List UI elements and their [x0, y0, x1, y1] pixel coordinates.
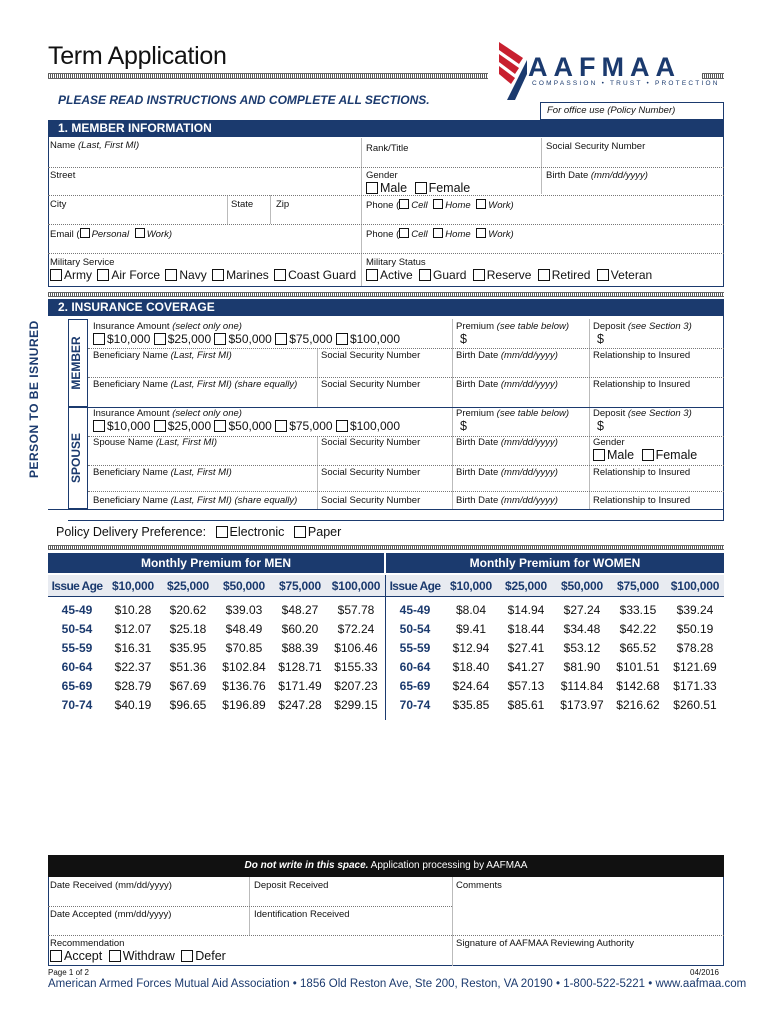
- premium-cell: $16.31: [114, 641, 152, 655]
- premium-cell: $53.12: [563, 641, 601, 655]
- paper-checkbox[interactable]: [294, 526, 306, 538]
- issue-age-cell: 70-74: [399, 698, 431, 712]
- home-2-checkbox[interactable]: [433, 228, 443, 238]
- premium-cell: $27.41: [507, 641, 545, 655]
- premium-cell: $28.79: [114, 679, 152, 693]
- brand-tagline: COMPASSION • TRUST • PROTECTION: [532, 80, 720, 87]
- spouse-10k-checkbox[interactable]: [93, 420, 105, 432]
- female-label: Female: [428, 181, 471, 195]
- premium-cell: $72.24: [337, 622, 375, 636]
- premium-cell: $106.46: [334, 641, 378, 655]
- reserve-checkbox[interactable]: [473, 269, 485, 281]
- recommendation-options: Accept Withdraw Defer: [50, 949, 226, 963]
- premium-cell: $247.28: [278, 698, 322, 712]
- member-name-field[interactable]: [50, 152, 358, 166]
- men-table-title: Monthly Premium for MEN: [48, 553, 384, 573]
- spouse-male-checkbox[interactable]: [593, 449, 605, 461]
- id-received-label: Identification Received: [254, 909, 350, 920]
- spouse-amount-options: $10,000 $25,000 $50,000 $75,000 $100,000: [93, 419, 400, 433]
- column-header: $10,000: [112, 579, 154, 593]
- cell-2-checkbox[interactable]: [399, 228, 409, 238]
- zip-label: Zip: [276, 199, 290, 210]
- active-checkbox[interactable]: [366, 269, 378, 281]
- recommendation-label: Recommendation: [50, 938, 125, 949]
- beneficiary-2-ssn-label: Social Security Number: [321, 379, 421, 390]
- work-checkbox[interactable]: [476, 199, 486, 209]
- premium-cell: $57.78: [337, 603, 375, 617]
- premium-cell: $35.95: [169, 641, 207, 655]
- member-premium-dollar[interactable]: $: [460, 332, 467, 346]
- premium-cell: $70.85: [225, 641, 263, 655]
- premium-cell: $34.48: [563, 622, 601, 636]
- column-header: $25,000: [505, 579, 547, 593]
- premium-cell: $85.61: [507, 698, 545, 712]
- premium-cell: $51.36: [169, 660, 207, 674]
- spouse-female-checkbox[interactable]: [642, 449, 654, 461]
- column-header: $25,000: [167, 579, 209, 593]
- person-insured-label: PERSON TO BE ISNURED: [27, 320, 41, 478]
- member-50k-checkbox[interactable]: [214, 333, 226, 345]
- rank-label: Rank/Title: [366, 143, 409, 154]
- spouse-tab: SPOUSE: [69, 433, 83, 484]
- spouse-amount-label: Insurance Amount (select only one): [93, 408, 242, 419]
- premium-cell: $114.84: [560, 679, 604, 693]
- premium-cell: $48.49: [225, 622, 263, 636]
- premium-cell: $260.51: [673, 698, 717, 712]
- premium-cell: $96.65: [169, 698, 207, 712]
- premium-cell: $121.69: [673, 660, 717, 674]
- spouse-deposit-label: Deposit (see Section 3): [593, 408, 692, 419]
- army-checkbox[interactable]: [50, 269, 62, 281]
- premium-cell: $88.39: [281, 641, 319, 655]
- comments-label: Comments: [456, 880, 502, 891]
- member-amount-label: Insurance Amount (select only one): [93, 321, 242, 332]
- issue-age-cell: 70-74: [61, 698, 93, 712]
- premium-cell: $67.69: [169, 679, 207, 693]
- column-header: $100,000: [331, 579, 381, 593]
- premium-cell: $102.84: [222, 660, 266, 674]
- delivery-label: Policy Delivery Preference:: [56, 525, 207, 539]
- premium-cell: $22.37: [114, 660, 152, 674]
- coast-guard-checkbox[interactable]: [274, 269, 286, 281]
- guard-label: Guard: [433, 268, 467, 282]
- air-force-checkbox[interactable]: [97, 269, 109, 281]
- issue-age-cell: 65-69: [399, 679, 431, 693]
- premium-cell: $171.49: [278, 679, 322, 693]
- spouse-ssn-label: Social Security Number: [321, 437, 421, 448]
- deposit-received-label: Deposit Received: [254, 880, 329, 891]
- spouse-beneficiary-1-label: Beneficiary Name (Last, First MI): [93, 467, 232, 478]
- issue-age-cell: 60-64: [61, 660, 93, 674]
- beneficiary-1-label: Beneficiary Name (Last, First MI): [93, 350, 232, 361]
- state-label: State: [231, 199, 254, 210]
- men-table-header: [48, 579, 384, 597]
- premium-cell: $35.85: [452, 698, 490, 712]
- premium-cell: $142.68: [616, 679, 660, 693]
- premium-cell: $128.71: [278, 660, 322, 674]
- spouse-75k-checkbox[interactable]: [275, 420, 287, 432]
- military-status-options: [366, 268, 652, 282]
- issue-age-cell: 55-59: [399, 641, 431, 655]
- phone-2-label: Phone ( Cell Home Work): [366, 229, 514, 240]
- member-birth-label: Birth Date (mm/dd/yyyy): [546, 170, 648, 181]
- spouse-beneficiary-1-birth-label: Birth Date (mm/dd/yyyy): [456, 467, 558, 478]
- personal-checkbox[interactable]: [80, 228, 90, 238]
- active-label: Active: [380, 268, 413, 282]
- guard-checkbox[interactable]: [419, 269, 431, 281]
- premium-cell: $25.18: [169, 622, 207, 636]
- premium-cell: $48.27: [281, 603, 319, 617]
- premium-cell: $10.28: [114, 603, 152, 617]
- issue-age-cell: 45-49: [399, 603, 431, 617]
- column-header: Issue Age: [389, 579, 441, 593]
- coverage-heading: 2. INSURANCE COVERAGE: [48, 299, 724, 316]
- navy-checkbox[interactable]: [165, 269, 177, 281]
- premium-cell: $12.07: [114, 622, 152, 636]
- form-date: 04/2016: [690, 968, 719, 977]
- premium-cell: $101.51: [616, 660, 660, 674]
- spouse-25k-checkbox[interactable]: [154, 420, 166, 432]
- premium-cell: $216.62: [616, 698, 660, 712]
- spouse-50k-checkbox[interactable]: [214, 420, 226, 432]
- work-2-checkbox[interactable]: [476, 228, 486, 238]
- page-title: Term Application: [48, 42, 227, 70]
- member-name-label: Name (Last, First MI): [50, 140, 140, 151]
- women-table-header: [386, 579, 724, 597]
- premium-cell: $196.89: [222, 698, 266, 712]
- electronic-checkbox[interactable]: [216, 526, 228, 538]
- spouse-name-label: Spouse Name (Last, First MI): [93, 437, 218, 448]
- spouse-100k-checkbox[interactable]: [336, 420, 348, 432]
- military-status-label: Military Status: [366, 257, 426, 268]
- member-ssn-label: Social Security Number: [546, 141, 646, 152]
- table-divider: [48, 545, 724, 550]
- beneficiary-2-label: Beneficiary Name (Last, First MI) (share equally): [93, 379, 298, 390]
- home-checkbox[interactable]: [433, 199, 443, 209]
- spouse-beneficiary-2-label: Beneficiary Name (Last, First MI) (share equally): [93, 495, 298, 506]
- beneficiary-1-ssn-label: Social Security Number: [321, 350, 421, 361]
- premium-cell: $18.40: [452, 660, 490, 674]
- member-premium-label: Premium (see table below): [456, 321, 570, 332]
- premium-cell: $20.62: [169, 603, 207, 617]
- section-divider: [48, 292, 724, 297]
- spouse-beneficiary-2-relationship-label: Relationship to Insured: [593, 495, 691, 506]
- member-deposit-dollar[interactable]: $: [597, 332, 604, 346]
- veteran-label: Veteran: [610, 268, 653, 282]
- spouse-beneficiary-2-birth-label: Birth Date (mm/dd/yyyy): [456, 495, 558, 506]
- premium-cell: $33.15: [619, 603, 657, 617]
- office-use-label: For office use (Policy Number): [547, 105, 676, 116]
- marines-label: Marines: [226, 268, 269, 282]
- column-header: $50,000: [223, 579, 265, 593]
- premium-cell: $40.19: [114, 698, 152, 712]
- defer-checkbox[interactable]: [181, 950, 193, 962]
- gender-label: Gender: [366, 170, 398, 181]
- premium-cell: $27.24: [563, 603, 601, 617]
- delivery-preference: [56, 525, 341, 539]
- spouse-premium-label: Premium (see table below): [456, 408, 570, 419]
- spouse-birth-label: Birth Date (mm/dd/yyyy): [456, 437, 558, 448]
- office-heading: Do not write in this space. Application processing by AAFMAA: [48, 855, 724, 877]
- brand-name: AAFMAA: [528, 52, 681, 82]
- member-10k-checkbox[interactable]: [93, 333, 105, 345]
- member-tab: MEMBER: [69, 336, 83, 390]
- premium-cell: $50.19: [676, 622, 714, 636]
- page-number: Page 1 of 2: [48, 968, 89, 977]
- withdraw-checkbox[interactable]: [109, 950, 121, 962]
- beneficiary-1-birth-label: Birth Date (mm/dd/yyyy): [456, 350, 558, 361]
- issue-age-cell: 50-54: [399, 622, 431, 636]
- member-info-heading: 1. MEMBER INFORMATION: [48, 120, 724, 137]
- premium-cell: $299.15: [334, 698, 378, 712]
- marines-checkbox[interactable]: [212, 269, 224, 281]
- spouse-premium-dollar[interactable]: $: [460, 419, 467, 433]
- signature-label: Signature of AAFMAA Reviewing Authority: [456, 938, 634, 949]
- premium-cell: $24.64: [452, 679, 490, 693]
- beneficiary-1-relationship-label: Relationship to Insured: [593, 350, 691, 361]
- street-label: Street: [50, 170, 76, 181]
- member-25k-checkbox[interactable]: [154, 333, 166, 345]
- issue-age-cell: 65-69: [61, 679, 93, 693]
- reserve-label: Reserve: [486, 268, 532, 282]
- spouse-beneficiary-1-relationship-label: Relationship to Insured: [593, 467, 691, 478]
- accept-checkbox[interactable]: [50, 950, 62, 962]
- veteran-checkbox[interactable]: [597, 269, 609, 281]
- coast-guard-label: Coast Guard: [288, 268, 357, 282]
- spouse-beneficiary-2-ssn-label: Social Security Number: [321, 495, 421, 506]
- issue-age-cell: 55-59: [61, 641, 93, 655]
- issue-age-cell: 60-64: [399, 660, 431, 674]
- column-header: $100,000: [670, 579, 720, 593]
- male-checkbox[interactable]: [366, 182, 378, 194]
- email-label: Email ( Personal Work): [50, 229, 173, 240]
- military-service-options: [50, 268, 356, 282]
- member-amount-options: $10,000 $25,000 $50,000 $75,000 $100,000: [93, 332, 400, 346]
- premium-cell: $39.03: [225, 603, 263, 617]
- male-label: Male: [380, 181, 408, 195]
- office-use-box[interactable]: [540, 102, 724, 120]
- gender-options: [366, 181, 470, 195]
- column-header: $75,000: [617, 579, 659, 593]
- beneficiary-2-birth-label: Birth Date (mm/dd/yyyy): [456, 379, 558, 390]
- premium-cell: $14.94: [507, 603, 545, 617]
- member-deposit-label: Deposit (see Section 3): [593, 321, 692, 332]
- footer-address: American Armed Forces Mutual Aid Association • 1856 Old Reston Ave, Ste 200, Reston, VA 20190 • 1-800-522-5221 • www.aafmaa.com: [48, 978, 747, 990]
- premium-cell: $8.04: [455, 603, 487, 617]
- issue-age-cell: 45-49: [61, 603, 93, 617]
- date-received-label: Date Received (mm/dd/yyyy): [50, 880, 172, 891]
- header-rule: [48, 73, 488, 79]
- premium-cell: $42.22: [619, 622, 657, 636]
- premium-cell: $18.44: [507, 622, 545, 636]
- paper-label: Paper: [307, 525, 342, 539]
- instructions: PLEASE READ INSTRUCTIONS AND COMPLETE ALL SECTIONS.: [58, 93, 430, 107]
- header-rule-right: [702, 73, 724, 79]
- spouse-beneficiary-1-ssn-label: Social Security Number: [321, 467, 421, 478]
- retired-checkbox[interactable]: [538, 269, 550, 281]
- premium-cell: $57.13: [507, 679, 545, 693]
- premium-cell: $12.94: [452, 641, 490, 655]
- premium-cell: $173.97: [560, 698, 604, 712]
- military-service-label: Military Service: [50, 257, 115, 268]
- column-header: $50,000: [561, 579, 603, 593]
- female-checkbox[interactable]: [415, 182, 427, 194]
- premium-cell: $136.76: [222, 679, 266, 693]
- electronic-label: Electronic: [229, 525, 285, 539]
- premium-cell: $171.33: [673, 679, 717, 693]
- member-75k-checkbox[interactable]: [275, 333, 287, 345]
- beneficiary-2-relationship-label: Relationship to Insured: [593, 379, 691, 390]
- army-label: Army: [64, 268, 92, 282]
- column-header: Issue Age: [51, 579, 103, 593]
- premium-cell: $78.28: [676, 641, 714, 655]
- phone-1-label: Phone ( Cell Home Work): [366, 200, 514, 211]
- premium-cell: $155.33: [334, 660, 378, 674]
- premium-cell: $60.20: [281, 622, 319, 636]
- premium-cell: $81.90: [563, 660, 601, 674]
- column-header: $10,000: [450, 579, 492, 593]
- spouse-gender-label: Gender: [593, 437, 625, 448]
- navy-label: Navy: [179, 268, 207, 282]
- women-table-title: Monthly Premium for WOMEN: [386, 553, 724, 573]
- premium-cell: $41.27: [507, 660, 545, 674]
- spouse-deposit-dollar[interactable]: $: [597, 419, 604, 433]
- cell-checkbox[interactable]: [399, 199, 409, 209]
- issue-age-cell: 50-54: [61, 622, 93, 636]
- premium-cell: $9.41: [455, 622, 487, 636]
- email-work-checkbox[interactable]: [135, 228, 145, 238]
- air-force-label: Air Force: [111, 268, 161, 282]
- member-100k-checkbox[interactable]: [336, 333, 348, 345]
- premium-cell: $65.52: [619, 641, 657, 655]
- aafmaa-logo-icon: [497, 40, 529, 102]
- spouse-gender-options: Male Female: [593, 448, 697, 462]
- date-accepted-label: Date Accepted (mm/dd/yyyy): [50, 909, 172, 920]
- premium-cell: $207.23: [334, 679, 378, 693]
- premium-cell: $39.24: [676, 603, 714, 617]
- city-label: City: [50, 199, 67, 210]
- column-header: $75,000: [279, 579, 321, 593]
- retired-label: Retired: [551, 268, 591, 282]
